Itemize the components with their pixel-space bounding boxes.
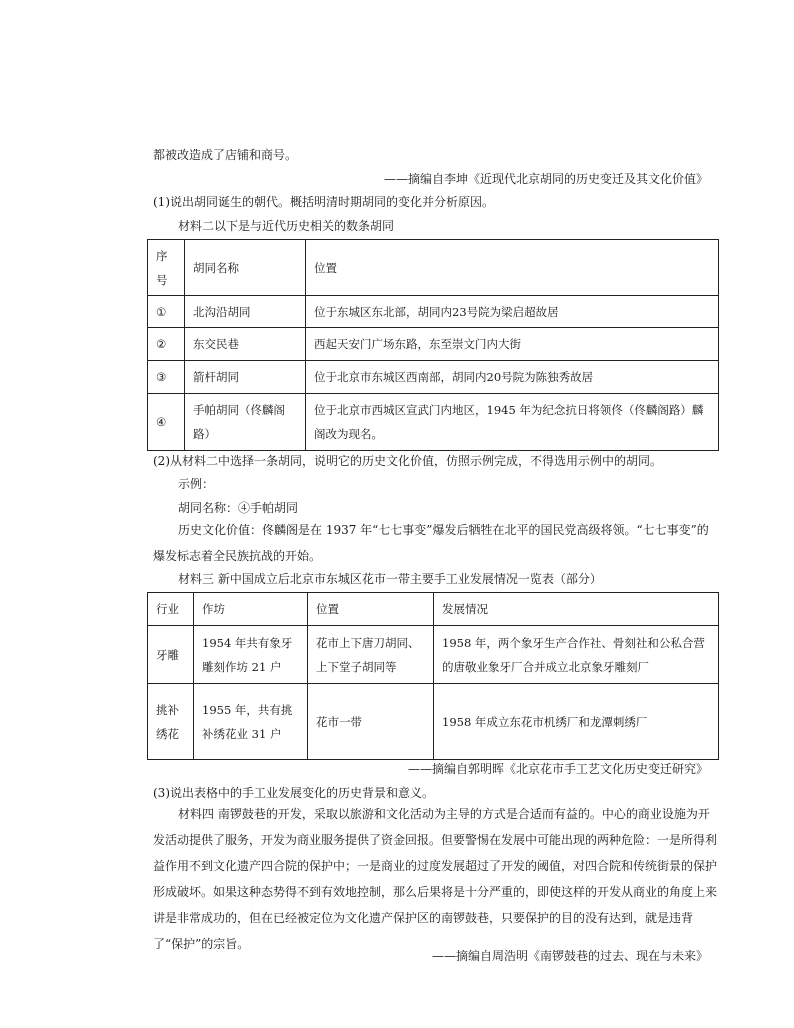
table-header-cell: 胡同名称 bbox=[185, 240, 306, 296]
table-cell: ④ bbox=[148, 394, 185, 451]
table-cell: 位于东城区东北部，胡同内23号院为梁启超故居 bbox=[306, 296, 719, 328]
table-cell: 西起天安门广场东路，东至崇文门内大街 bbox=[306, 328, 719, 361]
table-row bbox=[148, 328, 719, 361]
table-header-cell: 行业 bbox=[148, 593, 194, 626]
table-header-cell: 位置 bbox=[306, 240, 719, 296]
intro-line: 都被改造成了店铺和商号。 bbox=[153, 148, 298, 162]
table-cell: 挑补绣花 bbox=[148, 684, 194, 760]
example-name: 胡同名称：④手帕胡同 bbox=[178, 501, 299, 515]
source-1: ——摘编自李坤《近现代北京胡同的历史变迁及其文化价值》 bbox=[383, 172, 708, 186]
question-3: (3)说出表格中的手工业发展变化的历史背景和意义。 bbox=[153, 786, 435, 800]
material-2-title: 材料二以下是与近代历史相关的数条胡同 bbox=[178, 219, 395, 233]
hutong-table bbox=[147, 239, 719, 451]
table-header-row bbox=[148, 240, 719, 296]
table-cell: 东交民巷 bbox=[185, 328, 306, 361]
table-header-cell: 发展情况 bbox=[434, 593, 719, 626]
table-header-cell: 序号 bbox=[148, 240, 185, 296]
table-row bbox=[148, 626, 719, 684]
table-cell: 位于北京市东城区西南部，胡同内20号院为陈独秀故居 bbox=[306, 361, 719, 394]
table-cell: 牙雕 bbox=[148, 626, 194, 684]
table-cell: 1958 年，两个象牙生产合作社、骨刻社和公私合营的唐敬业象牙厂合并成立北京象牙雕刻厂 bbox=[434, 626, 719, 684]
table-cell: 箭杆胡同 bbox=[185, 361, 306, 394]
table-cell: 北沟沿胡同 bbox=[185, 296, 306, 328]
source-3: ——摘编自周浩明《南锣鼓巷的过去、现在与未来》 bbox=[431, 949, 708, 963]
table-cell: ① bbox=[148, 296, 185, 328]
table-header-row bbox=[148, 593, 719, 626]
table-cell: 位于北京市西城区宣武门内地区，1945 年为纪念抗日将领佟（佟麟阁路）麟阁改为现名。 bbox=[306, 394, 719, 451]
material-4: 材料四 南锣鼓巷的开发，采取以旅游和文化活动为主导的方式是合适而有益的。中心的商业设施为开发活动提供了服务，开发为商业服务提供了资金回报。但要警惕在发展中可能出现的两种危险：一是所得利益作用不到文化遗产四合院的保护中；一是商业的过度发展超过了开发的阈值，对四合院和传统街景的保护形成破坏。如果这种态势得不到有效地控制，那么后果将是十分严重的，即使这样的开发从商业的角度上来讲是非常成功的，但在已经被定位为文化遗产保护区的南锣鼓巷，只要保护的目的没有达到，就是违背了“保护”的宗旨。 bbox=[153, 807, 718, 951]
table-cell: 花市上下唐刀胡同、上下堂子胡同等 bbox=[308, 626, 434, 684]
example-label: 示例： bbox=[178, 477, 215, 491]
table-row bbox=[148, 684, 719, 760]
table-cell: 手帕胡同（佟麟阁路） bbox=[185, 394, 306, 451]
handicraft-table bbox=[147, 592, 719, 760]
table-cell: 1958 年成立东花市机绣厂和龙潭刺绣厂 bbox=[434, 684, 719, 760]
table-row bbox=[148, 361, 719, 394]
table-cell: 1955 年，共有挑补绣花业 31 户 bbox=[194, 684, 308, 760]
question-1: (1)说出胡同诞生的朝代。概括明清时期胡同的变化并分析原因。 bbox=[153, 195, 495, 209]
material-3-title: 材料三 新中国成立后北京市东城区花市一带主要手工业发展情况一览表（部分） bbox=[178, 572, 602, 586]
table-row bbox=[148, 296, 719, 328]
table-header-cell: 作坊 bbox=[194, 593, 308, 626]
table-cell: 1954 年共有象牙雕刻作坊 21 户 bbox=[194, 626, 308, 684]
table-header-cell: 位置 bbox=[308, 593, 434, 626]
example-value: 历史文化价值：佟麟阁是在 1937 年“七七事变”爆发后牺牲在北平的国民党高级将领。“七七事变”的爆发标志着全民族抗战的开始。 bbox=[153, 523, 709, 563]
table-cell: 花市一带 bbox=[308, 684, 434, 760]
table-row bbox=[148, 394, 719, 451]
source-2: ——摘编自郭明晖《北京花市手工艺文化历史变迁研究》 bbox=[407, 762, 708, 776]
question-2: (2)从材料二中选择一条胡同，说明它的历史文化价值，仿照示例完成，不得选用示例中的胡同。 bbox=[153, 454, 663, 468]
table-cell: ③ bbox=[148, 361, 185, 394]
table-cell: ② bbox=[148, 328, 185, 361]
